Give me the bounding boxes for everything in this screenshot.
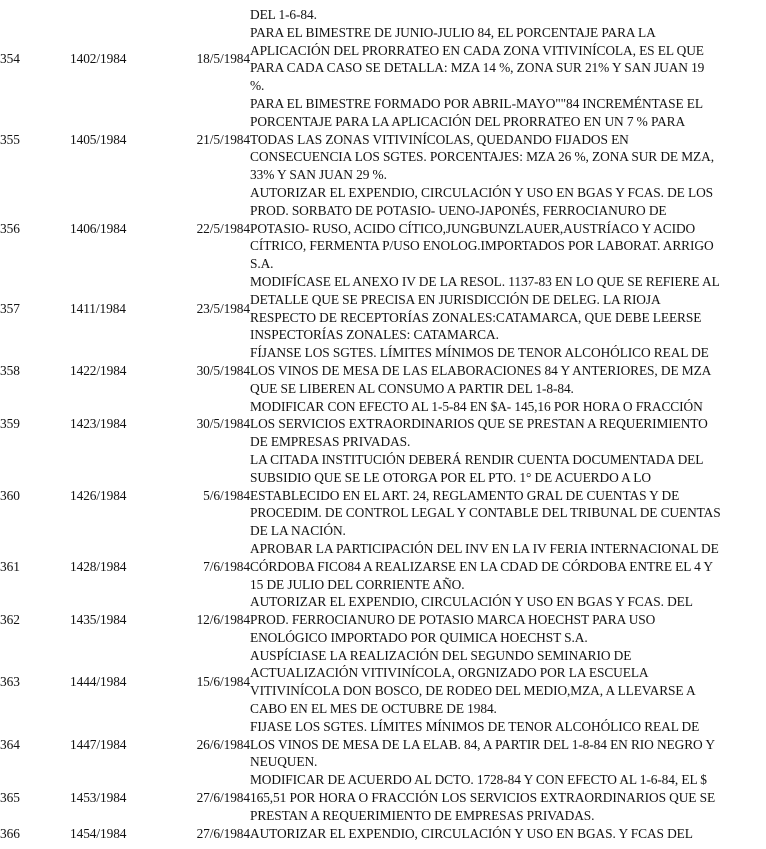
extract-line: ENOLÓGICO IMPORTADO POR QUIMICA HOECHST S.A. (250, 629, 588, 645)
extract-line: 33% Y SAN JUAN 29 %. (250, 167, 387, 183)
date-cell: 27/6/1984 (196, 825, 250, 841)
resolution-number-cell: 1447/1984 (70, 736, 127, 752)
extract-cell (250, 398, 766, 451)
date-cell: 27/6/1984 (196, 790, 250, 806)
extract-cell (250, 593, 766, 646)
extract-line: AUTORIZAR EL EXPENDIO, CIRCULACIÓN Y USO EN BGAS Y FCAS. DEL (250, 594, 693, 610)
extract-line: LOS VINOS DE MESA DE LA ELAB. 84, A PARTIR DEL 1-8-84 EN RIO NEGRO Y (250, 736, 715, 752)
table-row (0, 647, 766, 718)
extract-line: APROBAR LA PARTICIPACIÓN DEL INV EN LA IV FERIA INTERNACIONAL DE (250, 540, 719, 556)
date-cell: 22/5/1984 (196, 220, 250, 236)
extract-line: SUBSIDIO QUE SE LE OTORGA POR EL PTO. 1° DE ACUERDO A LO (250, 469, 651, 485)
extract-line: PROCEDIM. DE CONTROL LEGAL Y CONTABLE DEL TRIBUNAL DE CUENTAS (250, 505, 721, 521)
extract-line: PORCENTAJE PARA LA APLICACIÓN DEL PRORRATEO EN UN 7 % PARA (250, 113, 686, 129)
entry-number-cell: 356 (0, 220, 20, 236)
resolution-number-cell: 1402/1984 (70, 51, 127, 67)
table-row (0, 398, 766, 451)
date-cell (190, 6, 250, 24)
table-row (0, 24, 766, 95)
extract-line: PARA EL BIMESTRE FORMADO POR ABRIL-MAYO""84 INCREMÉNTASE EL (250, 95, 703, 111)
extract-line: DE LA NACIÓN. (250, 523, 346, 539)
extract-line: NEUQUEN. (250, 754, 318, 770)
extract-cell (250, 451, 766, 540)
resolution-number-cell (70, 6, 190, 24)
extract-line: PRESTAN A REQUERIMIENTO DE EMPRESAS PRIVADAS. (250, 807, 595, 823)
extract-line: AUTORIZAR EL EXPENDIO, CIRCULACIÓN Y USO EN BGAS. Y FCAS DEL (250, 825, 693, 841)
table-row (0, 344, 766, 397)
extract-line: CÍTRICO, FERMENTA P/USO ENOLOG.IMPORTADOS POR LABORAT. ARRIGO (250, 238, 714, 254)
extract-line: PROD. FERROCIANURO DE POTASIO MARCA HOECHST PARA USO (250, 612, 656, 628)
extract-line: PARA EL BIMESTRE DE JUNIO-JULIO 84, EL PORCENTAJE PARA LA (250, 24, 656, 40)
entry-number-cell: 355 (0, 131, 20, 147)
extract-cell (250, 344, 766, 397)
extract-line: 15 DE JULIO DEL CORRIENTE AÑO. (250, 576, 465, 592)
extract-line: ESTABLECIDO EN EL ART. 24, REGLAMENTO GRAL DE CUENTAS Y DE (250, 487, 680, 503)
extract-line: CONSECUENCIA LOS SGTES. PORCENTAJES: MZA 26 %, ZONA SUR DE MZA, (250, 149, 714, 165)
extract-line: APLICACIÓN DEL PRORRATEO EN CADA ZONA VITIVINÍCOLA, ES EL QUE (250, 42, 704, 58)
table-row (0, 771, 766, 824)
entry-number-cell: 358 (0, 362, 20, 378)
extract-line: MODIFÍCASE EL ANEXO IV DE LA RESOL. 1137-83 EN LO QUE SE REFIERE AL (250, 273, 720, 289)
extract-line: FIJASE LOS SGTES. LÍMITES MÍNIMOS DE TENOR ALCOHÓLICO REAL DE (250, 718, 700, 734)
extract-line: S.A. (250, 256, 274, 272)
entry-number-cell (0, 6, 70, 24)
extract-line: LOS SERVICIOS EXTRAORDINARIOS QUE SE PRESTAN A REQUERIMIENTO (250, 416, 708, 432)
extract-line: AUSPÍCIASE LA REALIZACIÓN DEL SEGUNDO SEMINARIO DE (250, 647, 632, 663)
extract-cell (250, 95, 766, 184)
extract-cell (250, 718, 766, 771)
table-row (0, 184, 766, 273)
date-cell: 7/6/1984 (203, 558, 250, 574)
date-cell: 21/5/1984 (196, 131, 250, 147)
resolution-number-cell: 1422/1984 (70, 362, 127, 378)
extract-cell (250, 647, 766, 718)
table-row (0, 825, 766, 843)
extract-line: PROD. SORBATO DE POTASIO- UENO-JAPONÉS, FERROCIANURO DE (250, 202, 667, 218)
extract-line: INSPECTORÍAS ZONALES: CATAMARCA. (250, 327, 499, 343)
entry-number-cell: 359 (0, 416, 20, 432)
table-row (0, 451, 766, 540)
table-row (0, 273, 766, 344)
resolution-number-cell: 1423/1984 (70, 416, 127, 432)
extract-line: AUTORIZAR EL EXPENDIO, CIRCULACIÓN Y USO EN BGAS Y FCAS. DE LOS (250, 184, 714, 200)
extract-line: 165,51 POR HORA O FRACCIÓN LOS SERVICIOS EXTRAORDINARIOS QUE SE (250, 790, 716, 806)
table-row (0, 718, 766, 771)
resolution-number-cell: 1454/1984 (70, 825, 127, 841)
extract-line: VITIVINÍCOLA DON BOSCO, DE RODEO DEL MEDIO,MZA, A LLEVARSE A (250, 683, 696, 699)
date-cell: 30/5/1984 (196, 362, 250, 378)
extract-line: LA CITADA INSTITUCIÓN DEBERÁ RENDIR CUENTA DOCUMENTADA DEL (250, 451, 704, 467)
entry-number-cell: 365 (0, 790, 20, 806)
resolution-number-cell: 1405/1984 (70, 131, 127, 147)
resolution-number-cell: 1453/1984 (70, 790, 127, 806)
extract-line: TODAS LAS ZONAS VITIVINÍCOLAS, QUEDANDO FIJADOS EN (250, 131, 629, 147)
table-row (0, 593, 766, 646)
extract-cell (250, 825, 766, 843)
extract-line: CÓRDOBA FICO84 A REALIZARSE EN LA CDAD DE CÓRDOBA ENTRE EL 4 Y (250, 558, 713, 574)
extract-line: PARA CADA CASO SE DETALLA: MZA 14 %, ZONA SUR 21% Y SAN JUAN 19 (250, 60, 705, 76)
resolutions-table-body (0, 6, 766, 842)
extract-line: ACTUALIZACIÓN VITIVINÍCOLA, ORGNIZADO POR LA ESCUELA (250, 665, 649, 681)
date-cell: 30/5/1984 (196, 416, 250, 432)
entry-number-cell: 361 (0, 558, 20, 574)
date-cell: 23/5/1984 (196, 300, 250, 316)
date-cell: 12/6/1984 (196, 612, 250, 628)
resolution-number-cell: 1435/1984 (70, 612, 127, 628)
resolutions-table (0, 6, 766, 842)
resolution-number-cell: 1428/1984 (70, 558, 127, 574)
extract-cell (250, 540, 766, 593)
resolution-number-cell: 1426/1984 (70, 487, 127, 503)
date-cell: 26/6/1984 (196, 736, 250, 752)
resolution-number-cell: 1411/1984 (70, 300, 126, 316)
extract-line: DETALLE QUE SE PRECISA EN JURISDICCIÓN DE DELEG. LA RIOJA (250, 291, 661, 307)
extract-line: %. (250, 78, 265, 94)
extract-line: RESPECTO DE RECEPTORÍAS ZONALES:CATAMARCA, QUE DEBE LEERSE (250, 309, 702, 325)
extract-cell (250, 184, 766, 273)
table-row (0, 6, 766, 24)
extract-line: DE EMPRESAS PRIVADAS. (250, 434, 411, 450)
extract-cell (250, 771, 766, 824)
extract-line: DEL 1-6-84. (250, 7, 317, 22)
extract-line: FÍJANSE LOS SGTES. LÍMITES MÍNIMOS DE TENOR ALCOHÓLICO REAL DE (250, 345, 709, 361)
entry-number-cell: 360 (0, 487, 20, 503)
entry-number-cell: 366 (0, 825, 20, 841)
extract-line: MODIFICAR CON EFECTO AL 1-5-84 EN $A- 145,16 POR HORA O FRACCIÓN (250, 398, 703, 414)
entry-number-cell: 354 (0, 51, 20, 67)
table-row (0, 540, 766, 593)
resolution-number-cell: 1444/1984 (70, 674, 127, 690)
entry-number-cell: 357 (0, 300, 20, 316)
extract-line: LOS VINOS DE MESA DE LAS ELABORACIONES 84 Y ANTERIORES, DE MZA (250, 362, 712, 378)
extract-line: QUE SE LIBEREN AL CONSUMO A PARTIR DEL 1-8-84. (250, 380, 574, 396)
table-row (0, 95, 766, 184)
extract-line: POTASIO- RUSO, ACIDO CÍTICO,JUNGBUNZLAUER,AUSTRÍACO Y ACIDO (250, 220, 696, 236)
entry-number-cell: 364 (0, 736, 20, 752)
extract-line: MODIFICAR DE ACUERDO AL DCTO. 1728-84 Y CON EFECTO AL 1-6-84, EL $ (250, 772, 707, 788)
extract-cell (250, 6, 766, 24)
extract-cell (250, 24, 766, 95)
resolution-number-cell: 1406/1984 (70, 220, 127, 236)
extract-cell (250, 273, 766, 344)
date-cell: 5/6/1984 (203, 487, 250, 503)
date-cell: 18/5/1984 (196, 51, 250, 67)
entry-number-cell: 362 (0, 612, 20, 628)
date-cell: 15/6/1984 (196, 674, 250, 690)
extract-line: CABO EN EL MES DE OCTUBRE DE 1984. (250, 701, 497, 717)
entry-number-cell: 363 (0, 674, 20, 690)
